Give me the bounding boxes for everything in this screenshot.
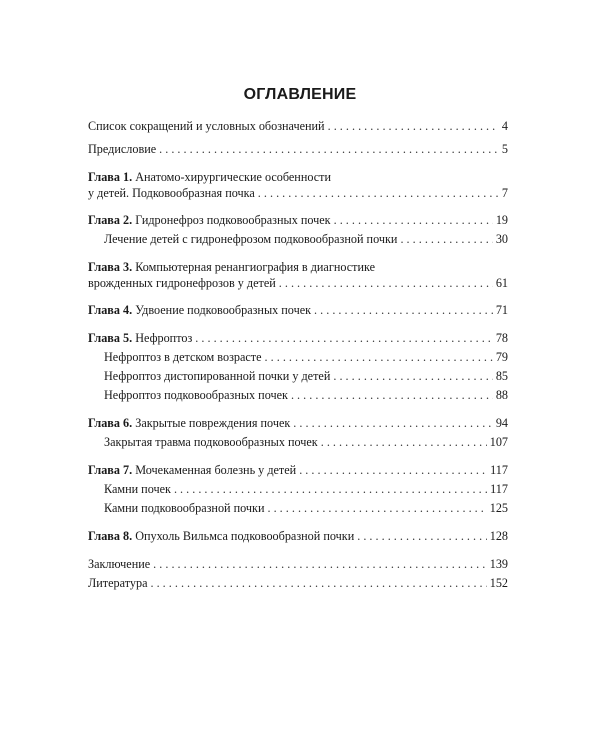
toc-label: Лечение детей с гидронефрозом подковообразной почки (104, 232, 398, 246)
toc-label: Предисловие (88, 142, 157, 156)
toc-subentry[interactable] (88, 349, 508, 368)
toc-page: 88 (495, 388, 508, 402)
toc-page: 79 (495, 350, 508, 364)
toc-page: 61 (495, 276, 508, 290)
chapter-number: Глава 3. (88, 260, 133, 274)
toc-page: 125 (489, 501, 508, 515)
toc-subentry[interactable] (88, 434, 508, 453)
table-of-contents (88, 118, 508, 594)
toc-page: 107 (489, 435, 508, 449)
toc-label: Нефроптоз подковообразных почек (104, 388, 288, 402)
chapter-number: Глава 8. (88, 529, 133, 543)
chapter-number: Глава 1. (88, 170, 133, 184)
toc-label: Камни подковообразной почки (104, 501, 265, 515)
toc-label: Нефроптоз дистопированной почки у детей (104, 369, 331, 383)
toc-label: Заключение (88, 557, 151, 571)
toc-page: 85 (495, 369, 508, 383)
chapter-number: Глава 4. (88, 303, 133, 317)
toc-label: у детей. Подковообразная почка (88, 186, 255, 200)
toc-entry-references[interactable] (88, 575, 508, 594)
toc-page: 7 (501, 186, 508, 200)
toc-page: 117 (490, 463, 508, 477)
toc-entry-abbreviations[interactable] (88, 118, 508, 141)
toc-page: 4 (501, 119, 508, 133)
toc-subentry[interactable] (88, 387, 508, 406)
chapter-number: Глава 6. (88, 416, 133, 430)
toc-page: 78 (495, 331, 508, 345)
toc-entry-chapter-1[interactable] (88, 169, 508, 203)
toc-entry-chapter-5[interactable] (88, 330, 508, 349)
toc-entry-conclusion[interactable] (88, 556, 508, 575)
toc-label: Камни почек (104, 482, 171, 496)
toc-entry-chapter-7[interactable] (88, 462, 508, 481)
toc-page: 117 (490, 482, 508, 496)
toc-label-line1: Анатомо-хирургические особенности (135, 170, 332, 184)
toc-label: Список сокращений и условных обозначений (88, 119, 325, 133)
toc-page: 139 (489, 557, 508, 571)
toc-page: 19 (495, 213, 508, 227)
toc-entry-preface[interactable] (88, 141, 508, 160)
toc-subentry[interactable] (88, 231, 508, 250)
toc-label: Нефроптоз в детском возрасте (104, 350, 262, 364)
toc-entry-chapter-3[interactable] (88, 259, 508, 293)
toc-entry-chapter-6[interactable] (88, 415, 508, 434)
toc-label: врожденных гидронефрозов у детей (88, 276, 276, 290)
page-title: ОГЛАВЛЕНИЕ (243, 86, 357, 103)
toc-label: Гидронефроз подковообразных почек (135, 213, 331, 227)
toc-page: 71 (495, 303, 508, 317)
toc-subentry[interactable] (88, 368, 508, 387)
toc-label: Удвоение подковообразных почек (135, 303, 312, 317)
chapter-number: Глава 2. (88, 213, 133, 227)
toc-label: Литература (88, 576, 148, 590)
toc-page: 5 (501, 142, 508, 156)
toc-label: Опухоль Вильмса подковообразной почки (135, 529, 355, 543)
toc-page: 128 (489, 529, 508, 543)
toc-label: Мочекаменная болезнь у детей (135, 463, 297, 477)
chapter-number: Глава 7. (88, 463, 133, 477)
toc-label: Закрытая травма подковообразных почек (104, 435, 318, 449)
toc-entry-chapter-2[interactable] (88, 212, 508, 231)
toc-label: Нефроптоз (135, 331, 193, 345)
toc-subentry[interactable] (88, 500, 508, 519)
toc-label: Закрытые повреждения почек (135, 416, 291, 430)
toc-entry-chapter-8[interactable] (88, 528, 508, 547)
toc-page: 152 (489, 576, 508, 590)
toc-label-line1: Компьютерная ренангиография в диагностике (135, 260, 376, 274)
toc-subentry[interactable] (88, 481, 508, 500)
toc-entry-chapter-4[interactable] (88, 302, 508, 321)
toc-page: 30 (495, 232, 508, 246)
chapter-number: Глава 5. (88, 331, 133, 345)
toc-page: 94 (495, 416, 508, 430)
